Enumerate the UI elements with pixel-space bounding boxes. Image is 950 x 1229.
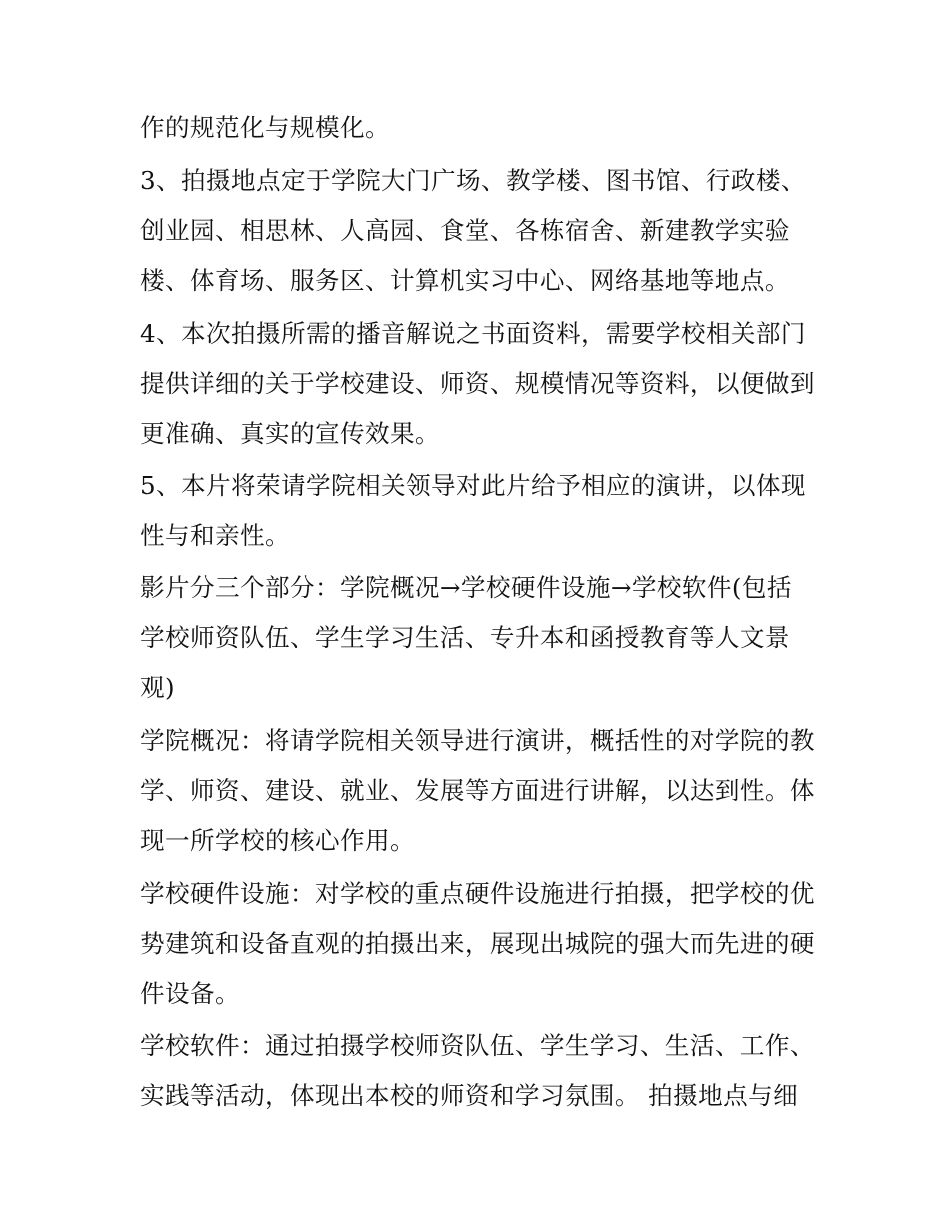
text-line: 学、师资、建设、就业、发展等方面进行讲解，以达到性。体 <box>140 776 815 805</box>
text-line: 观) <box>140 673 175 702</box>
text-line: 实践等活动，体现出本校的师资和学习氛围。 拍摄地点与细 <box>140 1081 799 1110</box>
text-line: 5、本片将荣请学院相关领导对此片给予相应的演讲，以体现 <box>140 471 806 500</box>
text-line: 现一所学校的核心作用。 <box>140 826 415 855</box>
text-line: 作的规范化与规模化。 <box>140 113 390 142</box>
text-line: 学校软件：通过拍摄学校师资队伍、学生学习、生活、工作、 <box>140 1031 815 1060</box>
text-line: 学校硬件设施：对学校的重点硬件设施进行拍摄，把学校的优 <box>140 879 815 908</box>
text-line: 学院概况：将请学院相关领导进行演讲，概括性的对学院的教 <box>140 726 815 755</box>
text-line: 3、拍摄地点定于学院大门广场、教学楼、图书馆、行政楼、 <box>140 166 806 195</box>
text-line: 性与和亲性。 <box>140 521 290 550</box>
text-line: 4、本次拍摄所需的播音解说之书面资料，需要学校相关部门 <box>140 319 806 348</box>
text-line: 势建筑和设备直观的拍摄出来，展现出城院的强大而先进的硬 <box>140 929 815 958</box>
text-line: 提供详细的关于学校建设、师资、规模情况等资料，以便做到 <box>140 369 815 398</box>
text-line: 楼、体育场、服务区、计算机实习中心、网络基地等地点。 <box>140 266 790 295</box>
text-line: 学校师资队伍、学生学习生活、专升本和函授教育等人文景 <box>140 623 790 652</box>
text-line: 影片分三个部分：学院概况→学校硬件设施→学校软件(包括 <box>140 573 792 602</box>
text-line: 件设备。 <box>140 979 240 1008</box>
text-line: 创业园、相思林、人高园、食堂、各栋宿舍、新建教学实验 <box>140 216 790 245</box>
text-line: 更准确、真实的宣传效果。 <box>140 419 440 448</box>
